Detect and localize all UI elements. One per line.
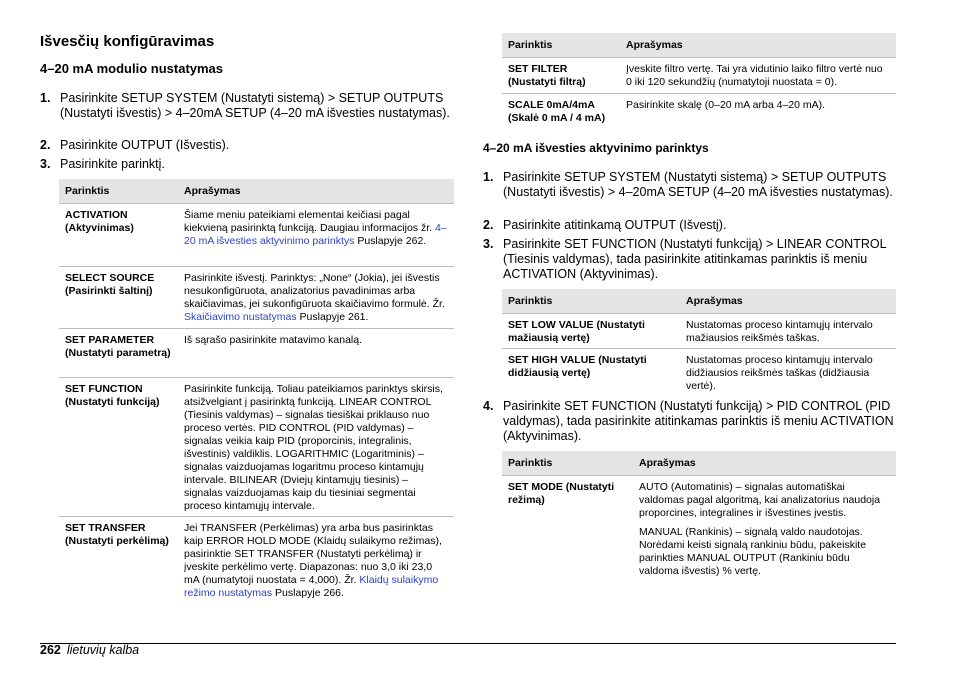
table-header-option: Parinktis bbox=[502, 33, 620, 58]
table-header-description: Aprašymas bbox=[680, 289, 896, 314]
option-description: Šiame meniu pateikiami elementai keičiasi pagal kiekvieną pasirinktą funkciją. Daugiau informacijos žr. 4–20 mA išvesties aktyvinimo parinktys Puslapyje 262. bbox=[178, 204, 454, 267]
table-row bbox=[502, 94, 896, 132]
step-text: Pasirinkite SET FUNCTION (Nustatyti funkciją) > PID CONTROL (PID valdymas), tada pasirinkite atitinkamas parinktis iš meniu ACTIVATION (Aktyvinimas). bbox=[503, 399, 894, 443]
language-label: lietuvių kalba bbox=[66, 643, 140, 657]
table-row bbox=[59, 267, 454, 329]
table-row bbox=[502, 476, 896, 592]
option-name: SET FILTER (Nustatyti filtrą) bbox=[502, 58, 620, 94]
options-table-output bbox=[59, 179, 454, 622]
option-description-manual: MANUAL (Rankinis) – signalą valdo naudotojas. Norėdami keisti signalą rankiniu būdu, pakeiskite parinkties MANUAL OUTPUT (Rankiniu būdu valdoma išvestis) % vertę. bbox=[639, 526, 867, 577]
option-description: Pasirinkite išvestį. Parinktys: „None“ (Jokia), jei išvestis nesukonfigūruota, analizatorius pavadinimas arba skaičiavimas, jei sukonfigūruota skaičiavimo formulė. Žr. Skaičiavimo nustatymas Puslapyje 261. bbox=[178, 267, 454, 329]
option-name: SELECT SOURCE (Pasirinkti šaltinį) bbox=[59, 267, 178, 329]
footer-divider bbox=[40, 643, 896, 644]
table-header-option: Parinktis bbox=[502, 289, 680, 314]
cross-reference-link[interactable]: 4–20 mA išvesties aktyvinimo parinktys bbox=[184, 222, 447, 247]
step-text: Pasirinkite OUTPUT (Išvestis). bbox=[60, 138, 230, 152]
cross-reference-link[interactable]: Skaičiavimo nustatymas bbox=[184, 311, 297, 323]
option-name: SET MODE (Nustatyti režimą) bbox=[502, 476, 633, 592]
options-table-output-continued bbox=[502, 33, 896, 131]
page-footer bbox=[40, 643, 139, 657]
table-row bbox=[59, 378, 454, 517]
step-2 bbox=[483, 218, 896, 233]
option-description: Jei TRANSFER (Perkėlimas) yra arba bus pasirinktas kaip ERROR HOLD MODE (Klaidų sulaikymo režimas), pasirinktie SET TRANSFER (Nustatyti perkėlimą) ir įveskite perkėlimo vertę. Diapazonas: nuo 3,0 iki 23,0 mA (numatytoji nuostata = 4,000). Žr. Klaidų sulaikymo režimo nustatymas Puslapyje 266. bbox=[178, 517, 454, 623]
options-table-linear-control bbox=[502, 289, 896, 395]
option-name: SET TRANSFER (Nustatyti perkėlimą) bbox=[59, 517, 178, 623]
step-number: 3. bbox=[40, 157, 51, 171]
page-title: Išvesčių konfigūravimas bbox=[40, 33, 215, 50]
table-row bbox=[59, 329, 454, 378]
table-header-description: Aprašymas bbox=[633, 451, 896, 476]
option-name: SET HIGH VALUE (Nustatyti didžiausią vertę) bbox=[502, 349, 680, 396]
step-text: Pasirinkite SETUP SYSTEM (Nustatyti sistemą) > SETUP OUTPUTS (Nustatyti išvestis) > 4–20mA SETUP (4–20 mA išvesties nustatymas). bbox=[60, 91, 450, 120]
step-number: 2. bbox=[40, 138, 51, 152]
option-description: Pasirinkite funkciją. Toliau pateikiamos parinktys skirsis, atsižvelgiant į pasirinktą funkciją. LINEAR CONTROL (Tiesinis valdymas) – signalas tiesiškai priklauso nuo proceso vertės. PID CONTROL (PID valdymas) – signalas veikia kaip PID (proporcinis, integralinis, išvestinis) valdiklis. LOGARITHMIC (Logaritminis) – signalas vaizduojamas logaritmu proceso kintamųjų intervale. BILINEAR (Dviejų kintamųjų tiesinis) – signalas vaizduojamas kaip du tiesiniai segmentai proceso kintamųjų intervale. bbox=[178, 378, 454, 517]
step-text: Pasirinkite atitinkamą OUTPUT (Išvestį). bbox=[503, 218, 727, 232]
option-description: Iš sąrašo pasirinkite matavimo kanalą. bbox=[178, 329, 454, 378]
step-1 bbox=[483, 170, 896, 215]
option-description: Įveskite filtro vertę. Tai yra vidutinio laiko filtro vertė nuo 0 iki 120 sekundžių (numatytoji nuostata = 0). bbox=[620, 58, 896, 94]
table-header-option: Parinktis bbox=[59, 179, 178, 204]
section-heading-activation: 4–20 mA išvesties aktyvinimo parinktys bbox=[483, 141, 709, 155]
option-description: Pasirinkite skalę (0–20 mA arba 4–20 mA). bbox=[620, 94, 896, 132]
step-3 bbox=[483, 237, 896, 282]
step-1 bbox=[40, 91, 454, 136]
step-text: Pasirinkite SETUP SYSTEM (Nustatyti sistemą) > SETUP OUTPUTS (Nustatyti išvestis) > 4–20mA SETUP (4–20 mA išvesties nustatymas). bbox=[503, 170, 893, 199]
step-number: 2. bbox=[483, 218, 494, 232]
section-heading-module: 4–20 mA modulio nustatymas bbox=[40, 61, 224, 76]
step-number: 3. bbox=[483, 237, 494, 251]
options-table-pid-control bbox=[502, 451, 896, 591]
table-row bbox=[59, 517, 454, 623]
table-row bbox=[502, 349, 896, 396]
table-header-option: Parinktis bbox=[502, 451, 633, 476]
cross-reference-link[interactable]: Klaidų sulaikymo režimo nustatymas bbox=[184, 574, 439, 599]
step-number: 4. bbox=[483, 399, 494, 413]
step-3 bbox=[40, 157, 454, 172]
option-name: SCALE 0mA/4mA (Skalė 0 mA / 4 mA) bbox=[502, 94, 620, 132]
table-header-description: Aprašymas bbox=[620, 33, 896, 58]
option-description: Nustatomas proceso kintamųjų intervalo mažiausios reikšmės taškas. bbox=[680, 314, 896, 349]
page-number: 262 bbox=[40, 643, 61, 657]
step-text: Pasirinkite SET FUNCTION (Nustatyti funkciją) > LINEAR CONTROL (Tiesinis valdymas), tada pasirinkite atitinkamas parinktis iš meniu ACTIVATION (Aktyvinimas). bbox=[503, 237, 887, 281]
step-text: Pasirinkite parinktį. bbox=[60, 157, 165, 171]
step-number: 1. bbox=[483, 170, 494, 184]
table-header-description: Aprašymas bbox=[178, 179, 454, 204]
option-name: SET LOW VALUE (Nustatyti mažiausią vertę) bbox=[502, 314, 680, 349]
table-row bbox=[502, 58, 896, 94]
step-2 bbox=[40, 138, 454, 153]
option-description: Nustatomas proceso kintamųjų intervalo didžiausios reikšmės taškas (didžiausia vertė). bbox=[680, 349, 896, 396]
table-row bbox=[502, 314, 896, 349]
table-row bbox=[59, 204, 454, 267]
step-number: 1. bbox=[40, 91, 51, 105]
option-name: ACTIVATION (Aktyvinimas) bbox=[59, 204, 178, 267]
option-description-auto: AUTO (Automatinis) – signalas automatiškai valdomas pagal algoritmą, kai analizatorius naudoja proporcines, integralines ir išvestines įvestis. bbox=[639, 481, 881, 519]
option-name: SET FUNCTION (Nustatyti funkciją) bbox=[59, 378, 178, 517]
option-description bbox=[633, 476, 896, 592]
step-4 bbox=[483, 399, 896, 444]
option-name: SET PARAMETER (Nustatyti parametrą) bbox=[59, 329, 178, 378]
